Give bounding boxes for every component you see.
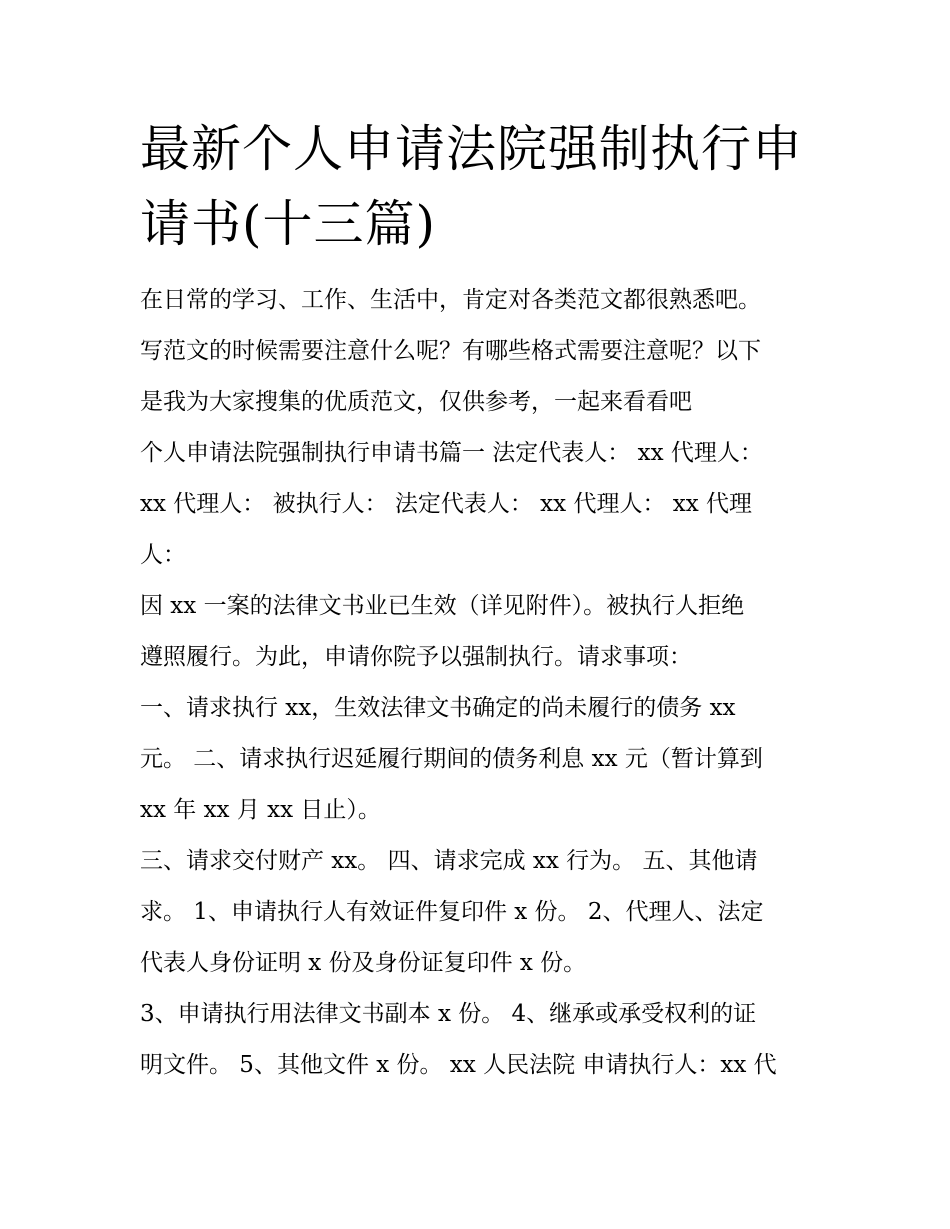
body-line: 人： (140, 542, 186, 568)
document-title (140, 112, 820, 262)
body-line: 元。 二、请求执行迟延履行期间的债务利息 xx 元（暂计算到 (140, 746, 763, 772)
document-body (140, 275, 830, 1091)
body-line: 在日常的学习、工作、生活中，肯定对各类范文都很熟悉吧。 (140, 287, 761, 313)
body-line: 3、申请执行用法律文书副本 x 份。 4、继承或承受权利的证 (140, 1001, 757, 1027)
body-line: 遵照履行。为此，申请你院予以强制执行。请求事项： (140, 644, 692, 670)
title-line: 请书(十三篇) (140, 195, 437, 253)
body-line: 明文件。 5、其他文件 x 份。 xx 人民法院 申请执行人：xx 代 (140, 1052, 777, 1078)
body-line: xx 年 xx 月 xx 日止）。 (140, 797, 381, 823)
body-line: 代表人身份证明 x 份及身份证复印件 x 份。 (140, 950, 587, 976)
body-line: 个人申请法院强制执行申请书篇一 法定代表人： xx 代理人： (140, 440, 763, 466)
body-line: 一、请求执行 xx，生效法律文书确定的尚未履行的债务 xx (140, 695, 736, 721)
title-line: 最新个人申请法院强制执行申 (140, 120, 803, 178)
body-line: 三、请求交付财产 xx。 四、请求完成 xx 行为。 五、其他请 (140, 848, 758, 874)
body-line: 是我为大家搜集的优质范文，仅供参考，一起来看看吧 (140, 389, 692, 415)
body-line: 因 xx 一案的法律文书业已生效（详见附件）。被执行人拒绝 (140, 593, 745, 619)
body-line: xx 代理人： 被执行人： 法定代表人： xx 代理人： xx 代理 (140, 491, 753, 517)
body-line: 写范文的时候需要注意什么呢？有哪些格式需要注意呢？以下 (140, 338, 761, 364)
body-line: 求。 1、申请执行人有效证件复印件 x 份。 2、代理人、法定 (140, 899, 764, 925)
